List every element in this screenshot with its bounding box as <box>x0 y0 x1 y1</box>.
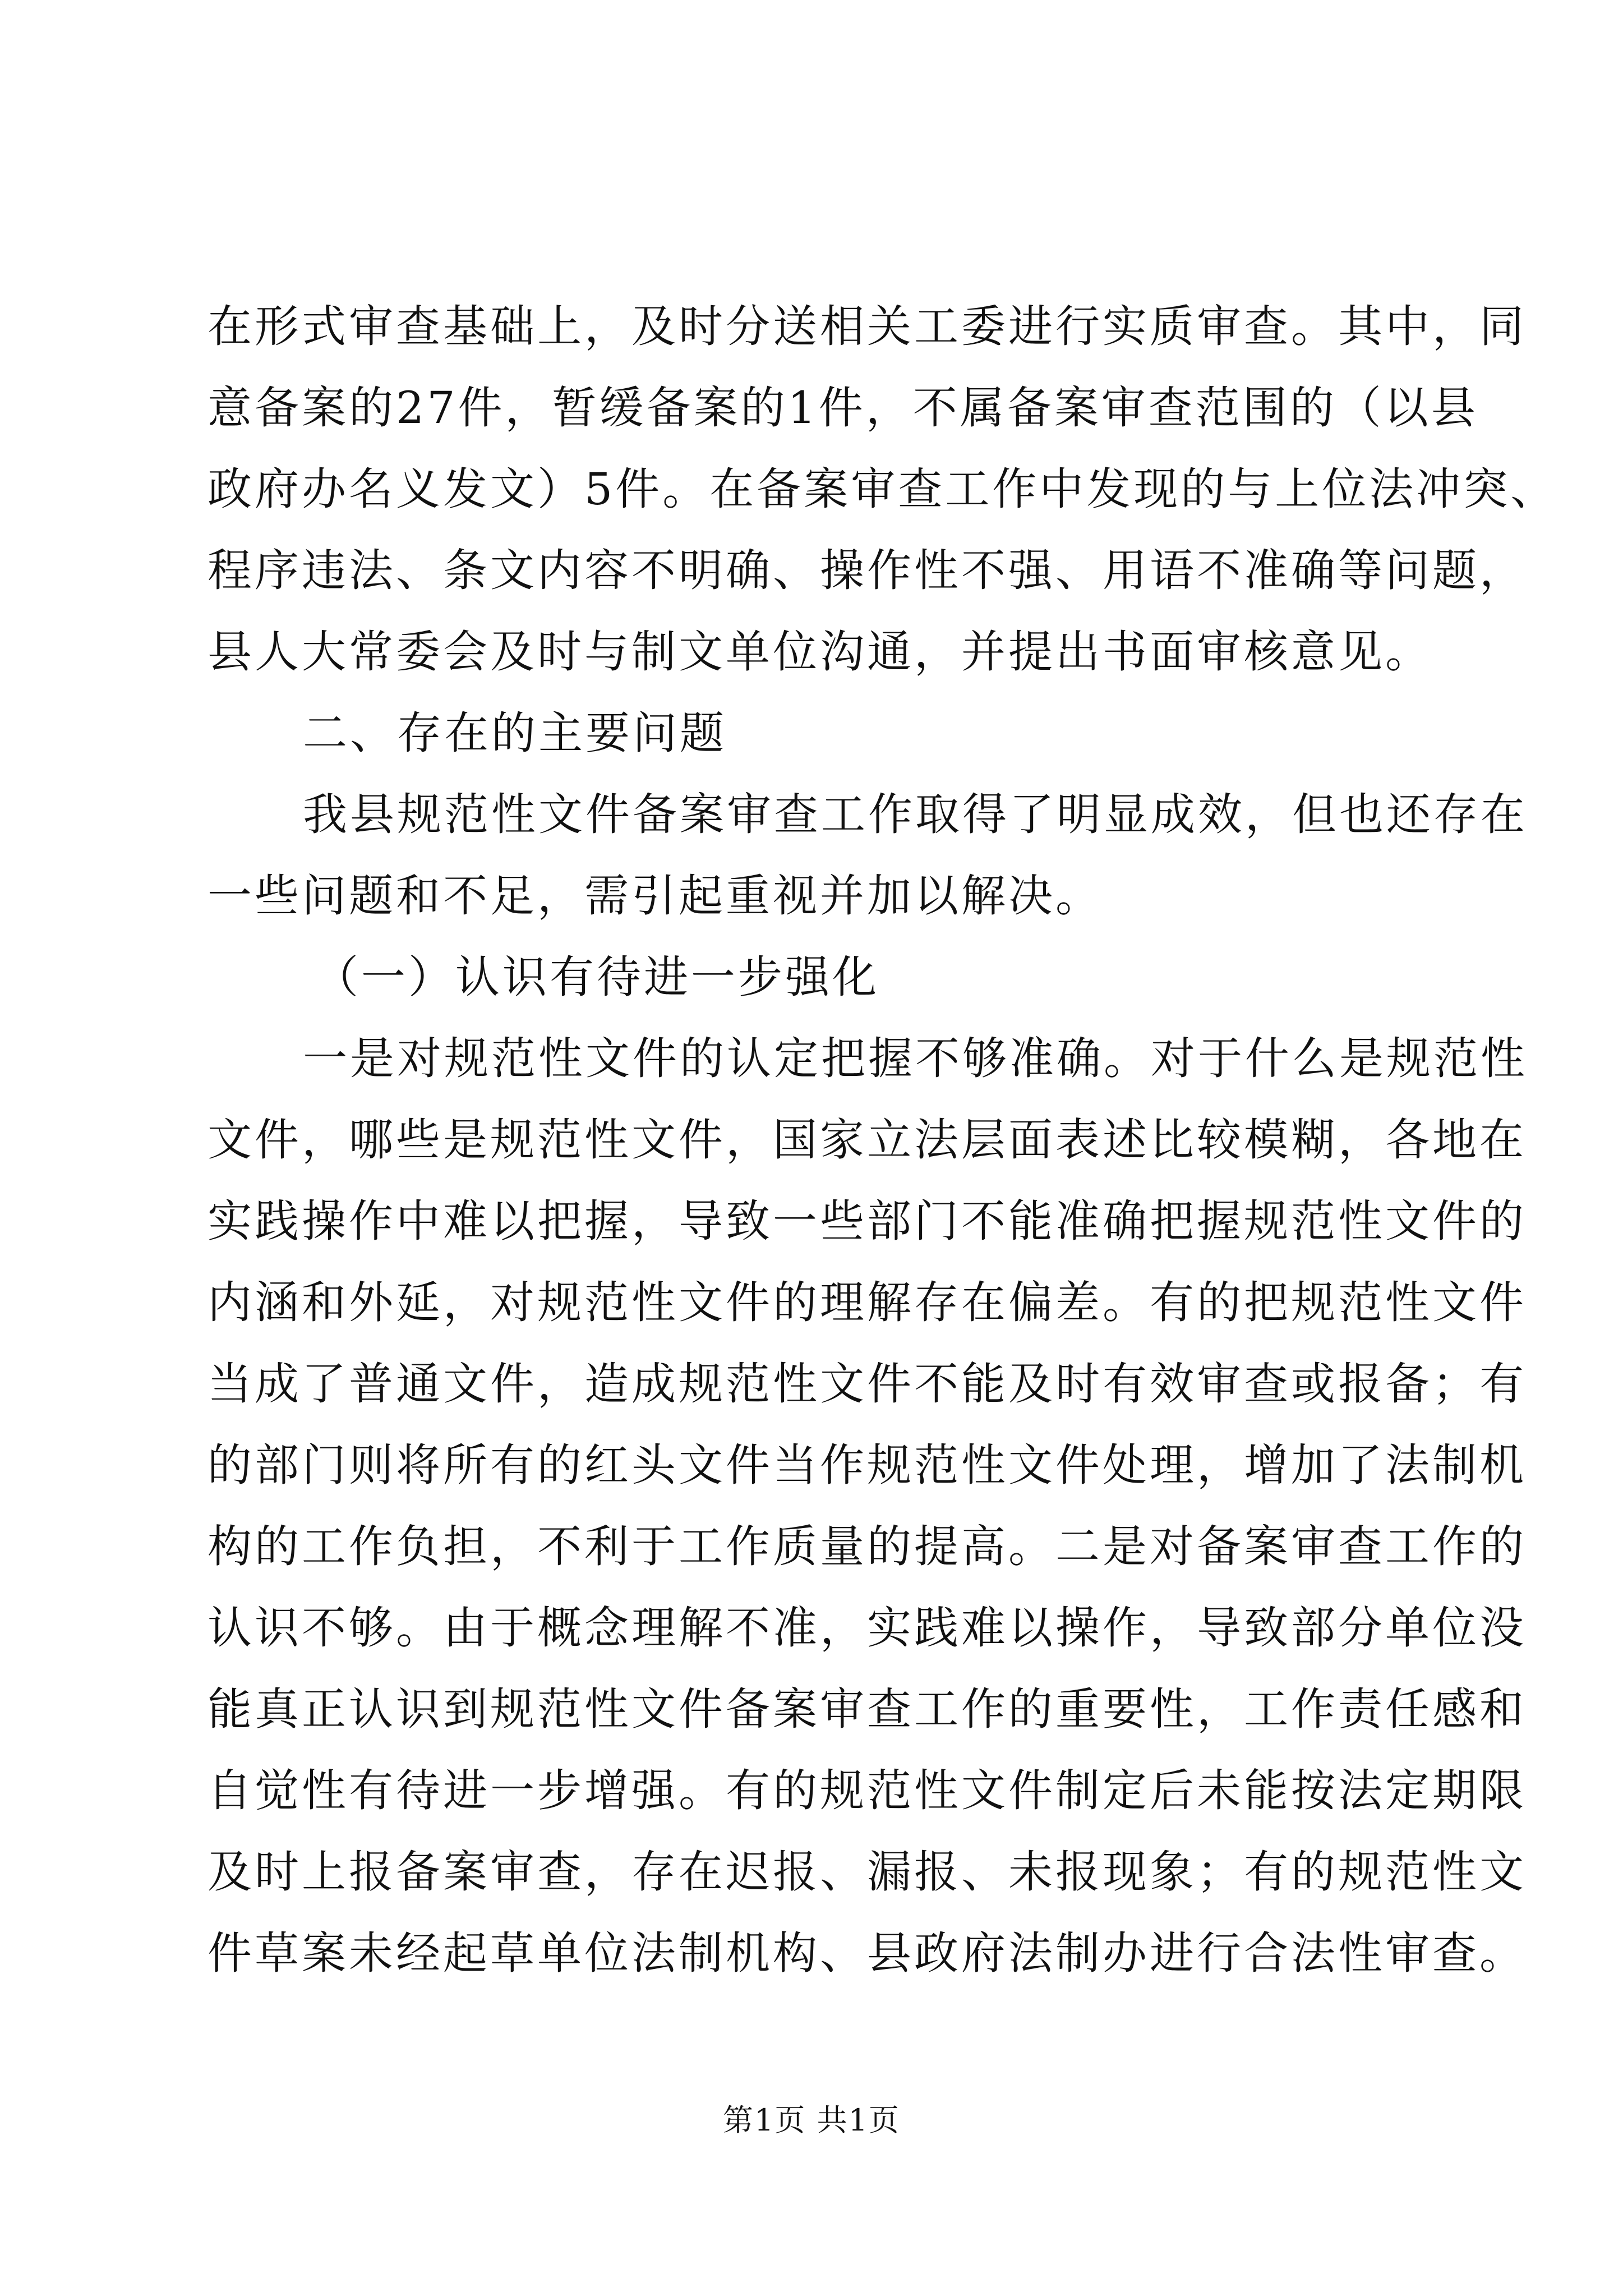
text-line: 件草案未经起草单位法制机构、县政府法制办进行合法性审查。 <box>208 1927 1527 1979</box>
text-line: 构的工作负担，不利于工作质量的提高。二是对备案审查工作的 <box>208 1521 1527 1572</box>
text-line: 在形式审查基础上，及时分送相关工委进行实质审查。其中，同 <box>208 301 1527 352</box>
text-line: 实践操作中难以把握，导致一些部门不能准确把握规范性文件的 <box>208 1195 1527 1247</box>
paragraph-start-line: 一是对规范性文件的认定把握不够准确。对于什么是规范性 <box>303 1033 1528 1084</box>
text-line: 的部门则将所有的红头文件当作规范性文件处理，增加了法制机 <box>208 1439 1527 1491</box>
text-line: 县人大常委会及时与制文单位沟通，并提出书面审核意见。 <box>208 626 1432 678</box>
section-heading: 二、存在的主要问题 <box>303 707 727 759</box>
subsection-heading: （一）认识有待进一步强化 <box>314 951 879 1003</box>
text-line: 政府办名义发文）5件。在备案审查工作中发现的与上位法冲突、 <box>208 463 1558 515</box>
text-line: 认识不够。由于概念理解不准，实践难以操作，导致部分单位没 <box>208 1602 1527 1654</box>
text-line: 程序违法、条文内容不明确、操作性不强、用语不准确等问题， <box>208 545 1527 596</box>
text-line: 自觉性有待进一步增强。有的规范性文件制定后未能按法定期限 <box>208 1765 1527 1816</box>
text-line: 意备案的27件，暂缓备案的1件，不属备案审查范围的（以县 <box>208 382 1478 434</box>
page-number-label: 第1页 共1页 <box>723 2102 900 2138</box>
text-line: 一些问题和不足，需引起重视并加以解决。 <box>208 870 1103 922</box>
text-line: 当成了普通文件，造成规范性文件不能及时有效审查或报备；有 <box>208 1358 1527 1410</box>
text-line: 内涵和外延，对规范性文件的理解存在偏差。有的把规范性文件 <box>208 1277 1527 1328</box>
text-line: 及时上报备案审查，存在迟报、漏报、未报现象；有的规范性文 <box>208 1846 1527 1898</box>
page-footer <box>0 2101 1623 2140</box>
text-line: 文件，哪些是规范性文件，国家立法层面表述比较模糊，各地在 <box>208 1114 1527 1166</box>
paragraph-start-line: 我县规范性文件备案审查工作取得了明显成效，但也还存在 <box>303 789 1528 840</box>
text-line: 能真正认识到规范性文件备案审查工作的重要性，工作责任感和 <box>208 1683 1527 1735</box>
document-body <box>208 286 1558 1994</box>
